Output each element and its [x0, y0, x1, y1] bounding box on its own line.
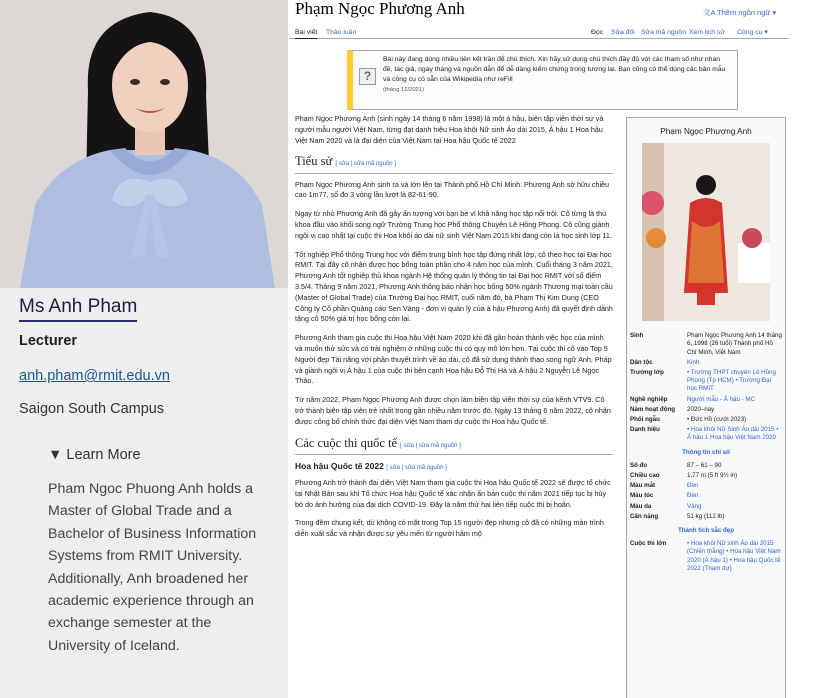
profile-name: Ms Anh Pham — [19, 296, 137, 322]
edit-section-links[interactable]: [ sửa | sửa mã nguồn ] — [400, 442, 461, 449]
subsection-miss-international: Hoa hậu Quốc tế 2022 [ sửa | sửa mã nguồn ] — [295, 460, 447, 471]
edit-section-links[interactable]: [ sửa | sửa mã nguồn ] — [335, 161, 396, 168]
infobox-row: Trường lớp • Trường THPT chuyên Lê Hồng Phong (Tp HCM) • Trường Đại học RMIT — [630, 369, 776, 393]
article-title: Phạm Ngọc Phương Anh — [295, 0, 465, 18]
tab-edit-source[interactable]: Sửa mã nguồn — [641, 29, 686, 36]
chevron-down-icon: ▾ — [770, 8, 777, 17]
citation-warning-banner — [347, 50, 738, 110]
tab-read[interactable]: Đọc — [591, 29, 604, 36]
infobox-photo-illustration — [642, 143, 770, 321]
paragraph: Tốt nghiệp Phổ thông Trung học với điểm trung bình học tập đứng nhất lớp, cô theo học tại Đại học RMIT. Tại đây cô nhận được học bổng toàn phần cho 4 năm học của mình. Cuối tháng 3 năm 2021, Phương Anh tốt nghiệp thủ khoa ngành Hệ thống quản lý thông tin tại Đại học RMIT với số điểm 3.5/4. Tháng 9 năm 2021, Phương Anh thông báo nhận học bổng 50% ngành Thương mại toàn cầu (Master of Global Trade) của Trường Đại học RMIT, cuối năm đó, bà Phạm Thị Kim Dung (CEO Công ty Cổ phần Quảng cáo Sen Vàng - đơn vị quản lý của á hậu Phương Anh) đã quyết định dành tặng cô 50% giá trị học bổng còn lại. — [295, 249, 613, 324]
profile-bio: Pham Ngoc Phuong Anh holds a Master of Global Trade and a Bachelor of Business Information Systems from RMIT University. Additionally, Anh broadened her academic experience through an exchange semester at the University of Iceland. — [48, 481, 257, 654]
tab-tools[interactable]: Công cụ ▾ — [737, 29, 768, 36]
infobox-section-measurements: Thông tin chỉ số — [682, 448, 730, 456]
profile-panel — [0, 0, 288, 698]
paragraph: Trong đêm chung kết, dù không có mặt trong Top 15 người đẹp nhưng cô đã có những màn trình diễn xuất sắc và nhận được sự yêu mến từ người hâm mộ — [295, 518, 604, 539]
paragraph: Ngay từ nhỏ Phương Anh đã gây ấn tượng với bạn bè vì khả năng học tập nổi trội. Cô từng là thủ khoa đầu vào khối song ngữ Trường Trung học Phổ thông Chuyên Lê Hồng Phong. Cô cũng giành ngôi vị cao nhất tại cuộc thi Hoa khôi áo dài nữ sinh Việt Nam 2015 khi đang còn là học sinh lớp 11. — [295, 209, 612, 240]
infobox-rows — [627, 331, 785, 574]
infobox-title: Phạm Ngọc Phương Anh — [660, 127, 752, 136]
infobox-row: Năm hoạt động 2020–nay — [630, 405, 715, 413]
paragraph: Từ năm 2022, Phạm Ngọc Phương Anh được chọn làm biên tập viên thời sự của kênh VTV9. Cô trở thành biên tập viên trẻ nhất trong gần nhiều năm trước đó. Ngày 13 tháng 6 năm 2022, cô nhận được công bố chính thức đại diện Việt Nam tham dự cuộc thi Hoa hậu Quốc tế. — [295, 395, 611, 426]
infobox-row: Số đo 87 – 61 – 90 — [630, 461, 722, 469]
profile-photo — [0, 0, 288, 288]
profile-email-link[interactable]: anh.pham@rmit.edu.vn — [19, 368, 170, 384]
tab-article[interactable]: Bài viết — [295, 27, 317, 39]
infobox-row: Sinh Phạm Ngọc Phương Anh 14 tháng 6, 1998 (26 tuổi) Thành phố Hồ Chí Minh, Việt Nam — [630, 332, 782, 356]
learn-more-toggle[interactable]: ▼ Learn More — [48, 447, 141, 463]
infobox-photo[interactable] — [642, 143, 770, 321]
infobox-row: Dân tộc Kinh — [630, 358, 700, 366]
infobox-row: Danh hiệu • Hoa khôi Nữ Sinh Áo dài 2015 • Á hậu 1 Hoa hậu Việt Nam 2020 — [630, 426, 779, 442]
banner-text: Bài này đang dùng nhiều liên kết trần để chú thích. Xin hãy sử dụng chú thích đầy đủ với các tham số như nhan đề, tác giả, ngày tháng và nguồn dẫn để dễ dàng kiểm chứng trong tương lai. Bạn cũng có thể dùng các bản mẫu và công cụ có sẵn của Wikipedia như reFill — [383, 56, 726, 83]
tab-edit[interactable]: Sửa đổi — [611, 29, 635, 36]
paragraph: Phương Anh trở thành đại diện Việt Nam tham gia cuộc thi Hoa hậu Quốc tế 2022 sẽ được tổ chức tại Nhật Bản sau khi Tổ chức Hoa hậu Quốc tế xác nhận ấn bản cuộc thi năm 2021 tiếp tục bị hủy bỏ do ảnh hưởng của đại dịch COVID-19. Đây là năm thứ hai liên tiếp cuộc thi bị hoãn. — [295, 477, 611, 509]
infobox-section-beauty: Thành tích sắc đẹp — [677, 527, 735, 535]
tab-talk[interactable]: Thảo luận — [326, 29, 357, 36]
portrait-illustration — [0, 0, 288, 288]
translate-icon: 文A — [703, 8, 718, 17]
infobox-row: Màu mắt Đen — [630, 482, 699, 490]
infobox-row: Màu tóc Đen — [630, 492, 699, 500]
language-button[interactable]: 文A Thêm ngôn ngữ ▾ — [703, 8, 777, 17]
infobox-row: Phối ngẫu • Đức Hồ (cưới 2023) — [630, 416, 747, 424]
infobox — [626, 117, 786, 698]
infobox-row: Chiều cao 1,77 m (5 ft 9½ in) — [630, 472, 738, 480]
infobox-row: Nghề nghiệp Người mẫu - Á hậu - MC — [630, 395, 756, 403]
infobox-row: Cân nặng 51 kg (112 lb) — [630, 512, 725, 520]
section-biography: Tiểu sử [ sửa | sửa mã nguồn ] — [295, 156, 613, 173]
profile-role: Lecturer — [19, 333, 78, 349]
article-tabs — [289, 25, 789, 39]
infobox-row: Cuộc thi lớn • Hoa khôi Nữ sinh Áo dài 2015 (Chiến thắng) • Hoa hậu Việt Nam 2020 (Á hậu 1) • Hoa hậu Quốc tế 2022 (Tham dự) — [630, 540, 781, 572]
article-body — [295, 114, 613, 548]
paragraph: Phạm Ngọc Phương Anh sinh ra và lớn lên tại Thành phố Hồ Chí Minh. Phương Anh sở hữu chiều cao 1m77, số đo 3 vòng lần lượt là 82-61-90. — [295, 179, 610, 200]
wikipedia-article — [289, 0, 820, 698]
section-contests: Các cuộc thi quốc tế [ sửa | sửa mã nguồn ] — [295, 438, 613, 455]
infobox-row: Màu da Vàng — [630, 502, 702, 510]
question-icon: ? — [359, 68, 376, 85]
edit-section-links[interactable]: [ sửa | sửa mã nguồn ] — [386, 464, 447, 471]
banner-date: (tháng 12/2021) — [383, 87, 424, 93]
paragraph: Phương Anh tham gia cuộc thi Hoa hậu Việt Nam 2020 khi đã gần hoàn thành việc học của mình và muốn thử sức và có trải nghiệm ở những cuộc thi có quy mô lớn hơn. Tại cuộc thi cô vào Top 5 Người đẹp Tài năng với phần thuyết trình về áo dài, cô đã sử dụng thành thạo song ngữ Anh, Pháp và giành ngôi vị Á hậu 1 của cuộc thi bên cạnh Hoa hậu Đỗ Thị Hà và Á hậu 2 Nguyễn Lê Ngọc Thảo. — [295, 333, 612, 386]
tab-history[interactable]: Xem lịch sử — [689, 29, 725, 36]
intro-paragraph: Phạm Ngọc Phương Anh (sinh ngày 14 tháng 6 năm 1998) là một á hậu, biên tập viên thời sự và người mẫu người Việt Nam, từng đạt danh hiệu Hoa khôi Nữ sinh Áo dài 2015, Á hậu 1 Hoa hậu Việt Nam 2020 và là đại diện của Việt Nam tại Hoa hậu Quốc tế 2022 — [295, 114, 604, 145]
profile-campus: Saigon South Campus — [19, 401, 165, 417]
